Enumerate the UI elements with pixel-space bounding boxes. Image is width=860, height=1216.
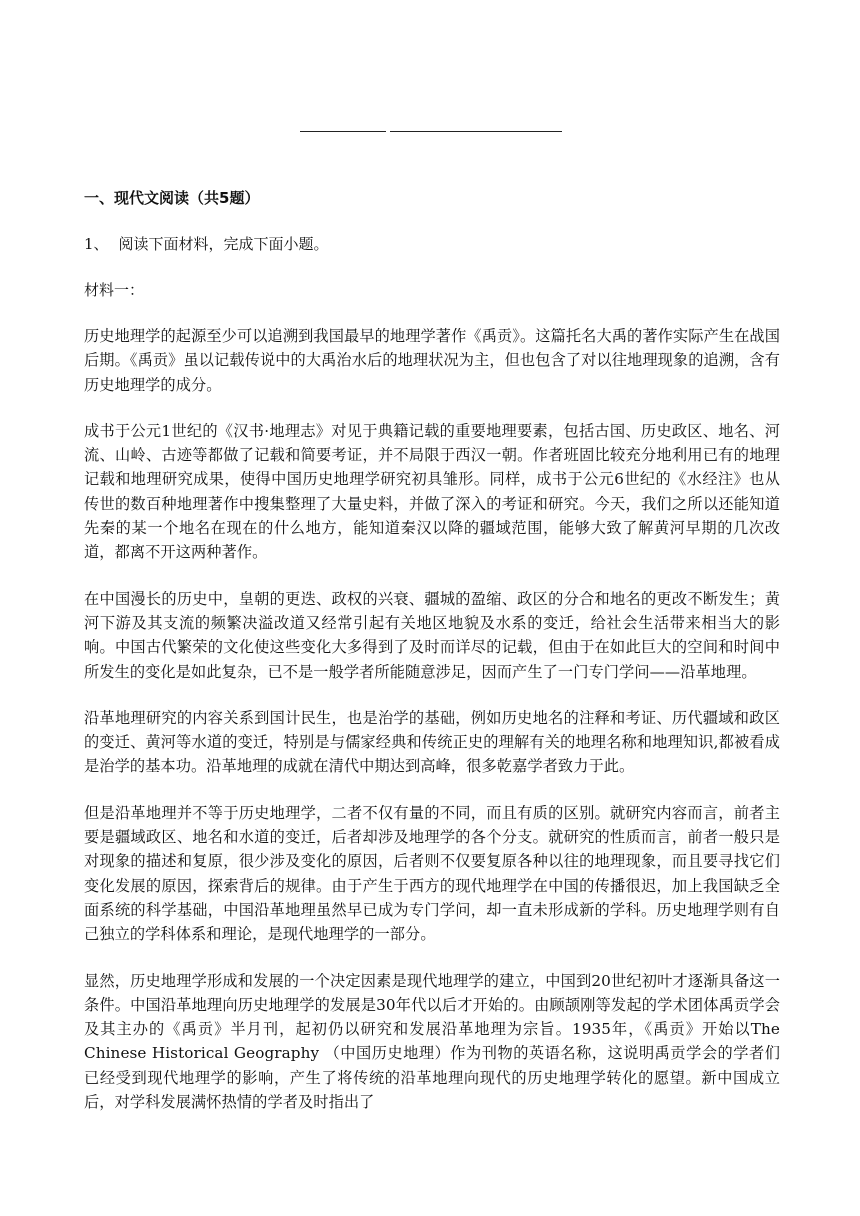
name-blank-line (300, 131, 386, 132)
title-blank-line (390, 131, 562, 132)
question-number: 1、 (84, 235, 109, 253)
material-label: 材料一： (84, 281, 145, 299)
paragraph: 显然，历史地理学形成和发展的一个决定因素是现代地理学的建立，中国到20世纪初叶才逐渐具备这一条件。中国沿革地理向历史地理学的发展是30年代以后才开始的。由顾颉刚等发起的学术团体禹贡学会及其主办的《禹贡》半月刊，起初仍以研究和发展沿革地理为宗旨。1935年，《禹贡》开始以The Chinese Historical Geography （中国历史地理）作为刊物的英语名称，这说明禹贡学会的学者们已经受到现代地理学的影响，产生了将传统的沿革地理向现代的历史地理学转化的愿望。新中国成立后，对学科发展满怀热情的学者及时指出了 (84, 971, 780, 1112)
paragraph: 沿革地理研究的内容关系到国计民生，也是治学的基础，例如历史地名的注释和考证、历代疆域和政区的变迁、黄河等水道的变迁，特别是与儒家经典和传统正史的理解有关的地理名称和地理知识,都被看成是治学的基本功。沿革地理的成就在清代中期达到高峰，很多乾嘉学者致力于此。 (84, 708, 780, 776)
paragraph: 成书于公元1世纪的《汉书·地理志》对见于典籍记载的重要地理要素，包括古国、历史政区、地名、河流、山岭、古迹等都做了记载和简要考证，并不局限于西汉一朝。作者班固比较充分地利用已有的地理记载和地理研究成果，使得中国历史地理学研究初具雏形。同样，成书于公元6世纪的《水经注》也从传世的数百种地理著作中搜集整理了大量史料，并做了深入的考证和研究。今天，我们之所以还能知道先秦的某一个地名在现在的什么地方，能知道秦汉以降的疆域范围，能够大致了解黄河早期的几次改道，都离不开这两种著作。 (84, 421, 780, 562)
question-text: 阅读下面材料，完成下面小题。 (118, 235, 329, 253)
document-body (84, 186, 780, 1136)
section-heading: 一、现代文阅读（共5题） (84, 189, 260, 207)
header-blank-lines (300, 118, 562, 132)
paragraph: 历史地理学的起源至少可以追溯到我国最早的地理学著作《禹贡》。这篇托名大禹的著作实际产生在战国后期。《禹贡》虽以记载传说中的大禹治水后的地理状况为主，但也包含了对以往地理现象的追溯，含有历史地理学的成分。 (84, 327, 780, 394)
paragraph: 但是沿革地理并不等于历史地理学，二者不仅有量的不同，而且有质的区别。就研究内容而言，前者主要是疆域政区、地名和水道的变迁，后者却涉及地理学的各个分支。就研究的性质而言，前者一般只是对现象的描述和复原，很少涉及变化的原因，后者则不仅要复原各种以往的地理现象，而且要寻找它们变化发展的原因，探索背后的规律。由于产生于西方的现代地理学在中国的传播很迟，加上我国缺乏全面系统的科学基础，中国沿革地理虽然早已成为专门学问，却一直未形成新的学科。历史地理学则有自己独立的学科体系和理论，是现代地理学的一部分。 (84, 803, 780, 944)
paragraph: 在中国漫长的历史中，皇朝的更迭、政权的兴衰、疆城的盈缩、政区的分合和地名的更改不断发生；黄河下游及其支流的频繁决溢改道又经常引起有关地区地貌及水系的变迁，给社会生活带来相当大的影响。中国古代繁荣的文化使这些变化大多得到了及时而详尽的记载，但由于在如此巨大的空间和时间中所发生的变化是如此复杂，已不是一般学者所能随意涉足，因而产生了一门专门学问——沿革地理。 (84, 589, 780, 681)
question-prompt (84, 232, 780, 256)
